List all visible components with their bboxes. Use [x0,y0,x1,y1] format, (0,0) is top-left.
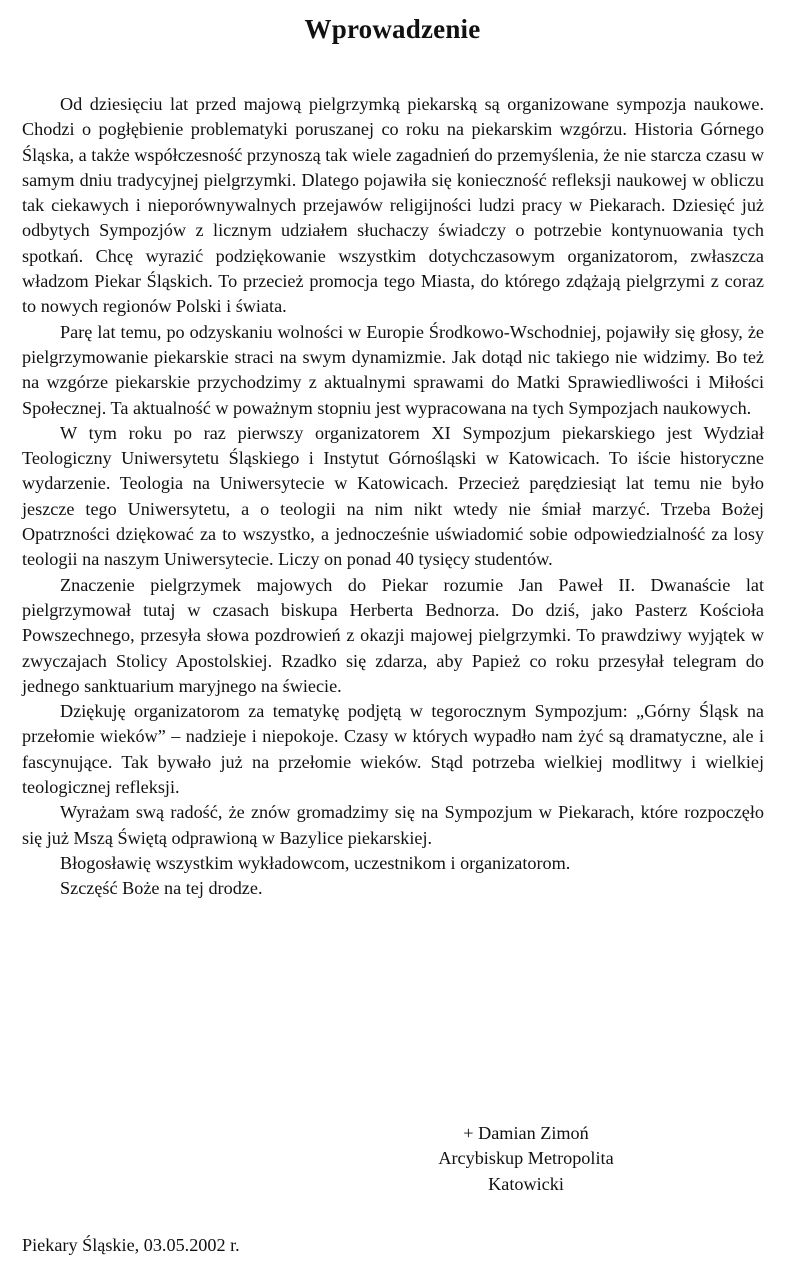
paragraph-6: Wyrażam swą radość, że znów gromadzimy się na Sympozjum w Piekarach, które rozpoczęło się już Mszą Świętą odprawioną w Bazylice piekarskiej. [22,802,764,848]
paragraph-7: Błogosławię wszystkim wykładowcom, uczestnikom i organizatorom. [60,852,571,873]
paragraph-5: Dziękuję organizatorom za tematykę podjętą w tegorocznym Sympozjum: „Górny Śląsk na przełomie wieków” – nadzieje i niepokoje. Czasy w których wypadło nam żyć są dramatyczne, ale i fascynujące. Tak bywało już na przełomie wieków. Stąd potrzeba wielkiej modlitwy i wielkiej teologicznej refleksji. [22,701,764,798]
paragraph-1: Od dziesięciu lat przed majową pielgrzymką piekarską są organizowane sympozja naukowe. Chodzi o pogłębienie problematyki poruszanej co roku na piekarskim wzgórzu. Historia Górnego Śląska, a także współczesność przynoszą tak wiele zagadnień do przemyślenia, że nie starcza czasu w samym dniu tradycyjnej pielgrzymki. Dlatego pojawiła się konieczność refleksji naukowej w obliczu tak ciekawych i nieporównywalnych przejawów religijności ludzi pracy w Piekarach. Dziesięć już odbytych Sympozjów z licznym udziałem słuchaczy świadczy o potrzebie kontynuowania tych spotkań. Chcę wyrazić podziękowanie wszystkim dotychczasowym organizatorom, zwłaszcza władzom Piekar Śląskich. To przecież promocja tego Miasta, do którego zdążają pielgrzymi z coraz to nowych regionów Polski i świata. [22,94,764,317]
place-date: Piekary Śląskie, 03.05.2002 r. [22,1235,240,1255]
paragraph-8: Szczęść Boże na tej drodze. [60,878,263,899]
signature-see: Katowicki [488,1173,564,1194]
signature-block [404,1121,648,1197]
paragraph-2: Parę lat temu, po odzyskaniu wolności w Europie Środkowo-Wschodniej, pojawiły się głosy, że pielgrzymowanie piekarskie straci na swym dynamizmie. Jak dotąd nic takiego nie widzimy. Bo też na wzgórze piekarskie przychodzimy z aktualnymi sprawami do Matki Sprawiedliwości i Miłości Społecznej. Ta aktualność w poważnym stopniu jest wypracowana na tych Sympozjach naukowych. [22,321,764,418]
body-text [22,92,764,902]
signature-name: + Damian Zimoń [463,1123,589,1143]
page-title: Wprowadzenie [304,14,481,44]
signature-role: Arcybiskup Metropolita [438,1148,614,1169]
paragraph-4: Znaczenie pielgrzymek majowych do Piekar rozumie Jan Paweł II. Dwanaście lat pielgrzymował tutaj w czasach biskupa Herberta Bednorza. Do dziś, jako Pasterz Kościoła Powszechnego, przesyła słowa pozdrowień z okazji majowej pielgrzymki. To prawdziwy wyjątek w zwyczajach Stolicy Apostolskiej. Rzadko się zdarza, aby Papież co roku przesyłał telegram do jednego sanktuarium maryjnego na świecie. [22,574,764,696]
paragraph-3: W tym roku po raz pierwszy organizatorem XI Sympozjum piekarskiego jest Wydział Teologiczny Uniwersytetu Śląskiego i Instytut Górnośląski w Katowicach. To iście historyczne wydarzenie. Teologia na Uniwersytecie w Katowicach. Przecież parędziesiąt lat temu nie było jeszcze tego Uniwersytetu, a o teologii na nim nikt wtedy nie śmiał marzyć. Trzeba Bożej Opatrzności dziękować za to wszystko, a jednocześnie uświadomić sobie odpowiedzialność za losy teologii na naszym Uniwersytecie. Liczy on ponad 40 tysięcy studentów. [22,422,764,570]
